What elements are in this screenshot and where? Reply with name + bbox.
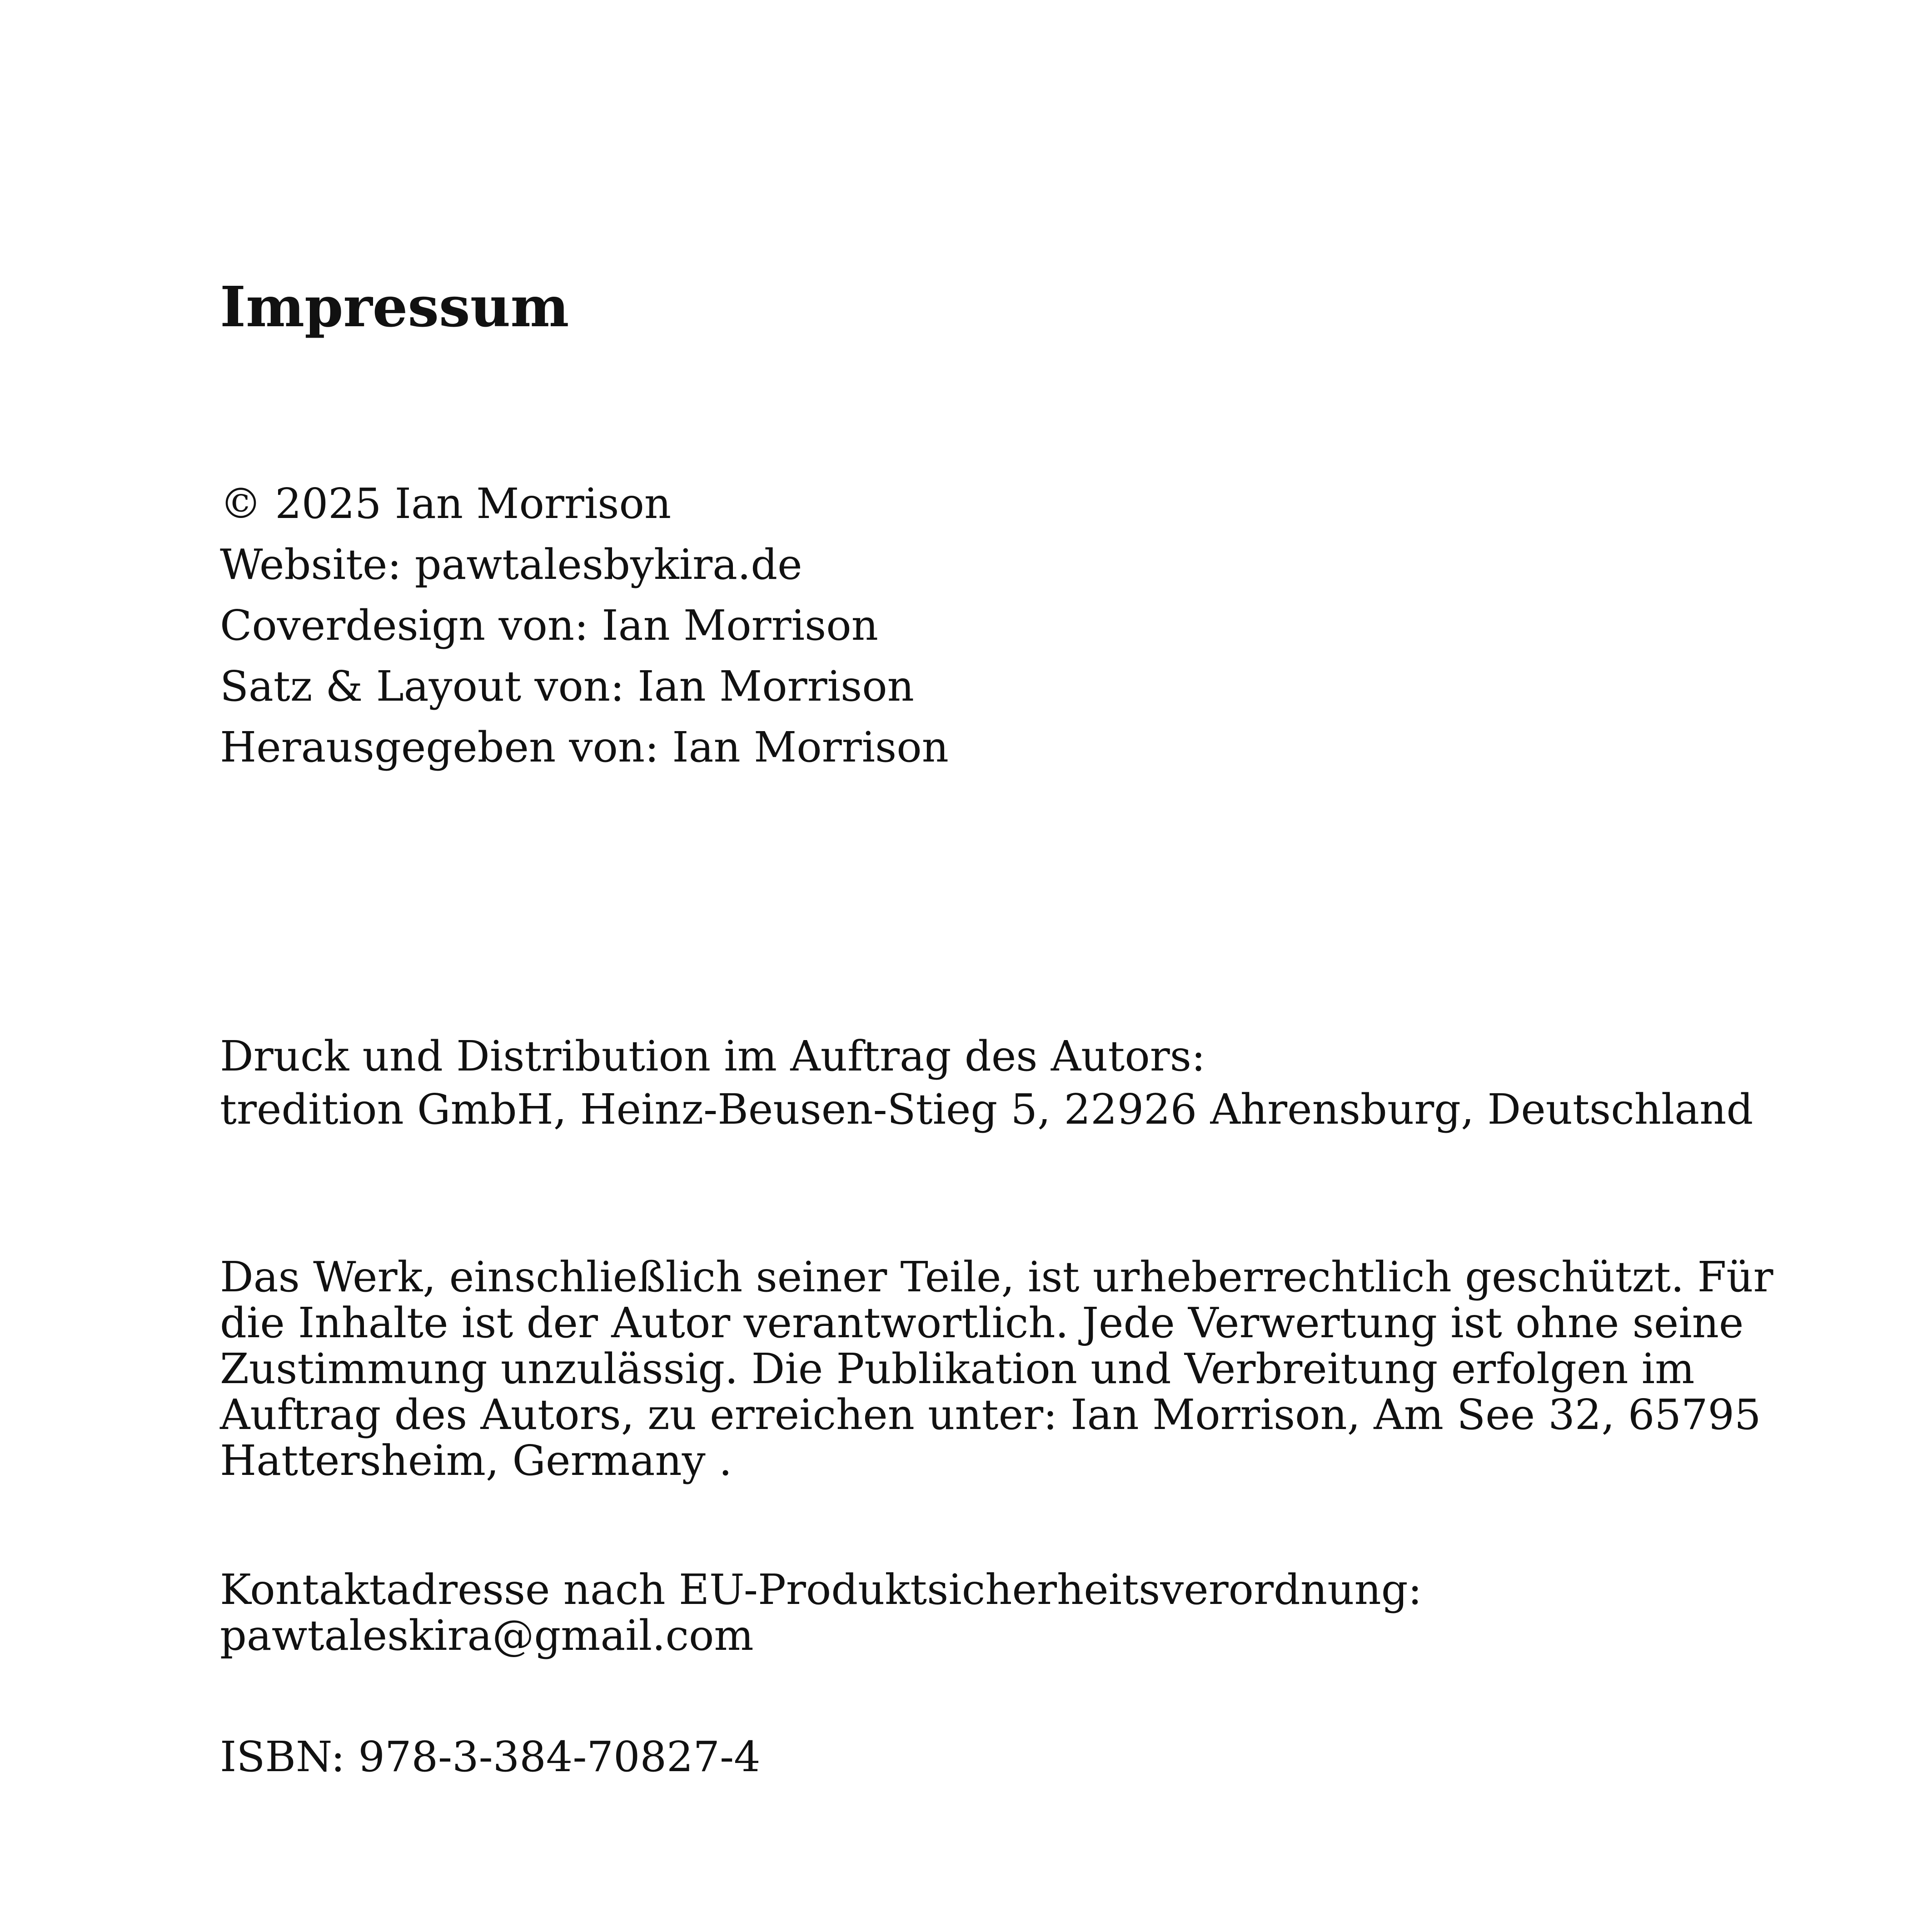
website-line: Website: pawtalesbykira.de: [220, 540, 802, 589]
contact-block: [220, 1567, 1783, 1658]
page-title: Impressum: [220, 274, 569, 339]
contact-label: Kontaktadresse nach EU-Produktsicherheitsverordnung:: [220, 1565, 1422, 1614]
layout-line: Satz & Layout von: Ian Morrison: [220, 662, 914, 711]
isbn-line: ISBN: 978-3-384-70827-4: [220, 1733, 761, 1781]
copyright-line: © 2025 Ian Morrison: [220, 479, 672, 528]
distribution-address: tredition GmbH, Heinz-Beusen-Stieg 5, 22926 Ahrensburg, Deutschland: [220, 1085, 1753, 1134]
publisher-line: Herausgegeben von: Ian Morrison: [220, 723, 949, 772]
distribution-heading: Druck und Distribution im Auftrag des Autors:: [220, 1032, 1205, 1081]
contact-email: pawtaleskira@gmail.com: [220, 1611, 754, 1660]
credits-block: [220, 473, 1783, 778]
copyright-notice: Das Werk, einschließlich seiner Teile, ist urheberrechtlich geschützt. Für die Inhalte ist der Autor verantwortlich. Jede Verwertung ist ohne seine Zustimmung unzulässig. Die Publikation und Verbreitung erfolgen im Auftrag des Autors, zu erreichen unter: Ian Morrison, Am See 32, 65795 Hattersheim, Germany .: [220, 1253, 1773, 1485]
cover-design-line: Coverdesign von: Ian Morrison: [220, 601, 878, 650]
distribution-block: [220, 1026, 1783, 1132]
